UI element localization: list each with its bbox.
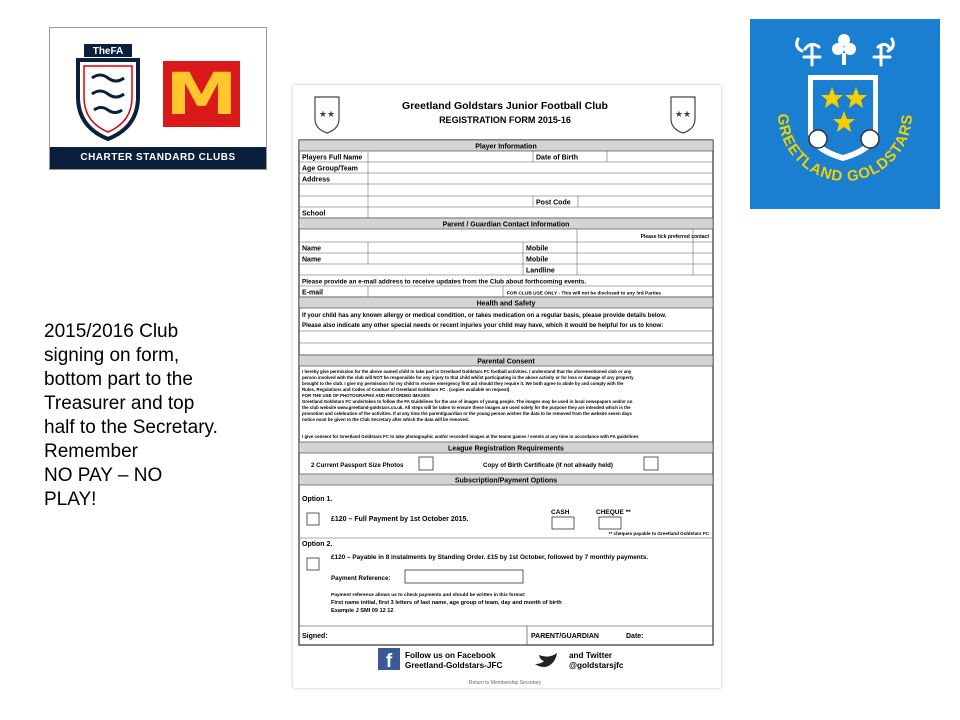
- caption-line: 2015/2016 Club: [44, 321, 179, 342]
- photos-checkbox[interactable]: [419, 457, 433, 470]
- label-parent-name-1: Name: [302, 245, 322, 253]
- health-text-2: Please also indicate any other special needs or recent injuries your child may have, which it would be helpful for us to know:: [302, 322, 664, 329]
- consent-line: promotion and celebration of the activities. If at any time the parent/guardian or the young person wishes the data to be removed from the website seven days: [302, 411, 632, 416]
- twitter-bird-icon: [535, 653, 557, 667]
- fa-crest-icon: [70, 42, 146, 142]
- label-mobile-1: Mobile: [526, 245, 549, 253]
- section-health-safety: Health and Safety: [476, 300, 536, 308]
- form-title: Greetland Goldstars Junior Football Club: [402, 100, 608, 112]
- caption-line: Remember: [44, 441, 138, 462]
- label-post-code: Post Code: [536, 199, 571, 207]
- mcdonalds-logo-icon: [163, 61, 240, 127]
- consent-line: I hereby give permission for the above named child to take part in Greetland Goldstars FC football activities. I understand that the aforementioned club or any: [302, 369, 632, 374]
- label-passport-photos: 2 Current Passport Size Photos: [311, 462, 404, 469]
- consent-line: I give consent for Greetland Goldstars FC to take photographic and/or recorded images at the teams games / events at any time in accordance with FA guidelines: [302, 434, 639, 439]
- ref-note-2: First name initial, first 3 letters of last name, age group of team, day and month of birth: [331, 600, 562, 606]
- label-age-group: Age Group/Team: [302, 165, 358, 173]
- fa-brand-text: TheFA: [92, 46, 124, 57]
- section-payment-options: Subscription/Payment Options: [454, 477, 558, 485]
- club-use-note: FOR CLUB USE ONLY - This will not be disclosed to any 3rd Parties: [507, 291, 662, 297]
- caption-line: half to the Secretary.: [44, 417, 218, 438]
- option-1-checkbox[interactable]: [307, 513, 319, 525]
- goldstars-logo: [750, 19, 940, 209]
- consent-line: Greetland Goldstars FC undertakes to follow the FA Guidelines for the use of images of young people. The images may be used in local newspapers and/or on: [302, 399, 633, 404]
- svg-text:★★: ★★: [318, 109, 336, 119]
- label-email: E-mail: [302, 289, 324, 297]
- birth-certificate-checkbox[interactable]: [644, 457, 658, 470]
- cheque-note: ** cheques payable to Greetland Goldstars FC: [608, 531, 709, 536]
- tick-preferred-contact-note: Please tick preferred contact: [640, 234, 709, 240]
- label-players-full-name: Players Full Name: [302, 154, 363, 162]
- consent-line: the club website www.greetland-goldstars.co.uk. All steps will be taken to ensure these images are used solely for the purpose they are intended which is the: [302, 405, 631, 410]
- label-birth-certificate: Copy of Birth Certificate (if not already held): [483, 462, 613, 469]
- caption-line: signing on form,: [44, 345, 180, 366]
- section-player-information: Player Information: [475, 143, 537, 151]
- cheque-checkbox[interactable]: [599, 517, 621, 529]
- svg-text:f: f: [385, 651, 393, 672]
- label-option-2: Option 2.: [302, 541, 333, 548]
- option-2-text: £120 – Payable in 8 instalments by Standing Order. £15 by 1st October, followed by 7 monthly payments.: [331, 554, 649, 561]
- option-2-checkbox[interactable]: [307, 558, 319, 570]
- mcdonalds-mark: M: [165, 60, 238, 128]
- consent-line: brought to the club. I give my permission for my child to receive emergency first aid should they require it. We both agree to abide by and comply with the: [302, 381, 624, 386]
- twitter-text-1: and Twitter: [569, 651, 613, 660]
- label-signed: Signed:: [302, 633, 328, 640]
- option-1-text: £120 – Full Payment by 1st October 2015.: [331, 516, 469, 523]
- health-text-1: If your child has any known allergy or medical condition, or takes medication on a regular basis, please provide details below.: [302, 312, 667, 319]
- label-cheque: CHEQUE **: [596, 509, 631, 516]
- label-parent-name-2: Name: [302, 256, 322, 264]
- cash-checkbox[interactable]: [552, 517, 574, 529]
- label-address: Address: [302, 176, 331, 184]
- section-league-registration: League Registration Requirements: [448, 445, 564, 453]
- ref-note-1: Payment reference allows us to check payments and should be written in this format:: [331, 593, 526, 598]
- form-crest-left-icon: [315, 97, 339, 133]
- section-parent-guardian: Parent / Guardian Contact Information: [442, 221, 570, 229]
- registration-form: [293, 85, 721, 688]
- label-option-1: Option 1.: [302, 496, 333, 503]
- form-subtitle: REGISTRATION FORM 2015-16: [439, 115, 571, 125]
- label-mobile-2: Mobile: [526, 256, 549, 264]
- return-note: Return to Membership Secretary: [468, 680, 542, 686]
- consent-line: person involved with the club will NOT be responsible for any injury to that child whilst participating in the above activity or for loss or damage of any property: [302, 375, 634, 380]
- email-prompt: Please provide an e-mail address to receive updates from the Club about forthcoming events.: [302, 278, 587, 286]
- facebook-text-1: Follow us on Facebook: [405, 651, 496, 660]
- label-landline: Landline: [526, 267, 555, 275]
- caption-line: Treasurer and top: [44, 393, 195, 414]
- consent-line: Rules, Regulations and Codes of Conduct of Greetland Goldstars FC . (copies available on request): [302, 387, 510, 392]
- consent-line: notice must be given to the Club Secretary after which the data will be removed.: [302, 417, 469, 422]
- form-crest-right-icon: [671, 97, 695, 133]
- label-date: Date:: [626, 633, 644, 640]
- payment-reference-input[interactable]: [405, 570, 523, 583]
- facebook-text-2: Greetland-Goldstars-JFC: [405, 661, 503, 670]
- consent-line: FOR THE USE OF PHOTOGRAPHS AND RECORDED IMAGES: [302, 393, 430, 398]
- label-payment-reference: Payment Reference:: [331, 575, 391, 582]
- ref-example: Example J SMI 09 12 12: [331, 608, 394, 614]
- label-school: School: [302, 210, 326, 218]
- charter-standard-strip: CHARTER STANDARD CLUBS: [50, 147, 266, 169]
- label-parent-guardian: PARENT/GUARDIAN: [531, 633, 599, 640]
- caption-line: bottom part to the: [44, 369, 193, 390]
- twitter-text-2: @goldstarsjfc: [569, 661, 624, 670]
- svg-text:★★: ★★: [674, 109, 692, 119]
- caption-line: NO PAY – NO: [44, 465, 163, 486]
- goldstars-crest-icon: [750, 19, 940, 209]
- caption-text: [44, 320, 276, 512]
- label-date-of-birth: Date of Birth: [536, 154, 578, 162]
- goldstars-arc-text: GREETLAND GOLDSTARS: [773, 112, 917, 186]
- caption-line: PLAY!: [44, 489, 97, 510]
- label-cash: CASH: [551, 509, 570, 516]
- section-parental-consent: Parental Consent: [477, 358, 535, 366]
- fa-charter-badge: [49, 27, 267, 170]
